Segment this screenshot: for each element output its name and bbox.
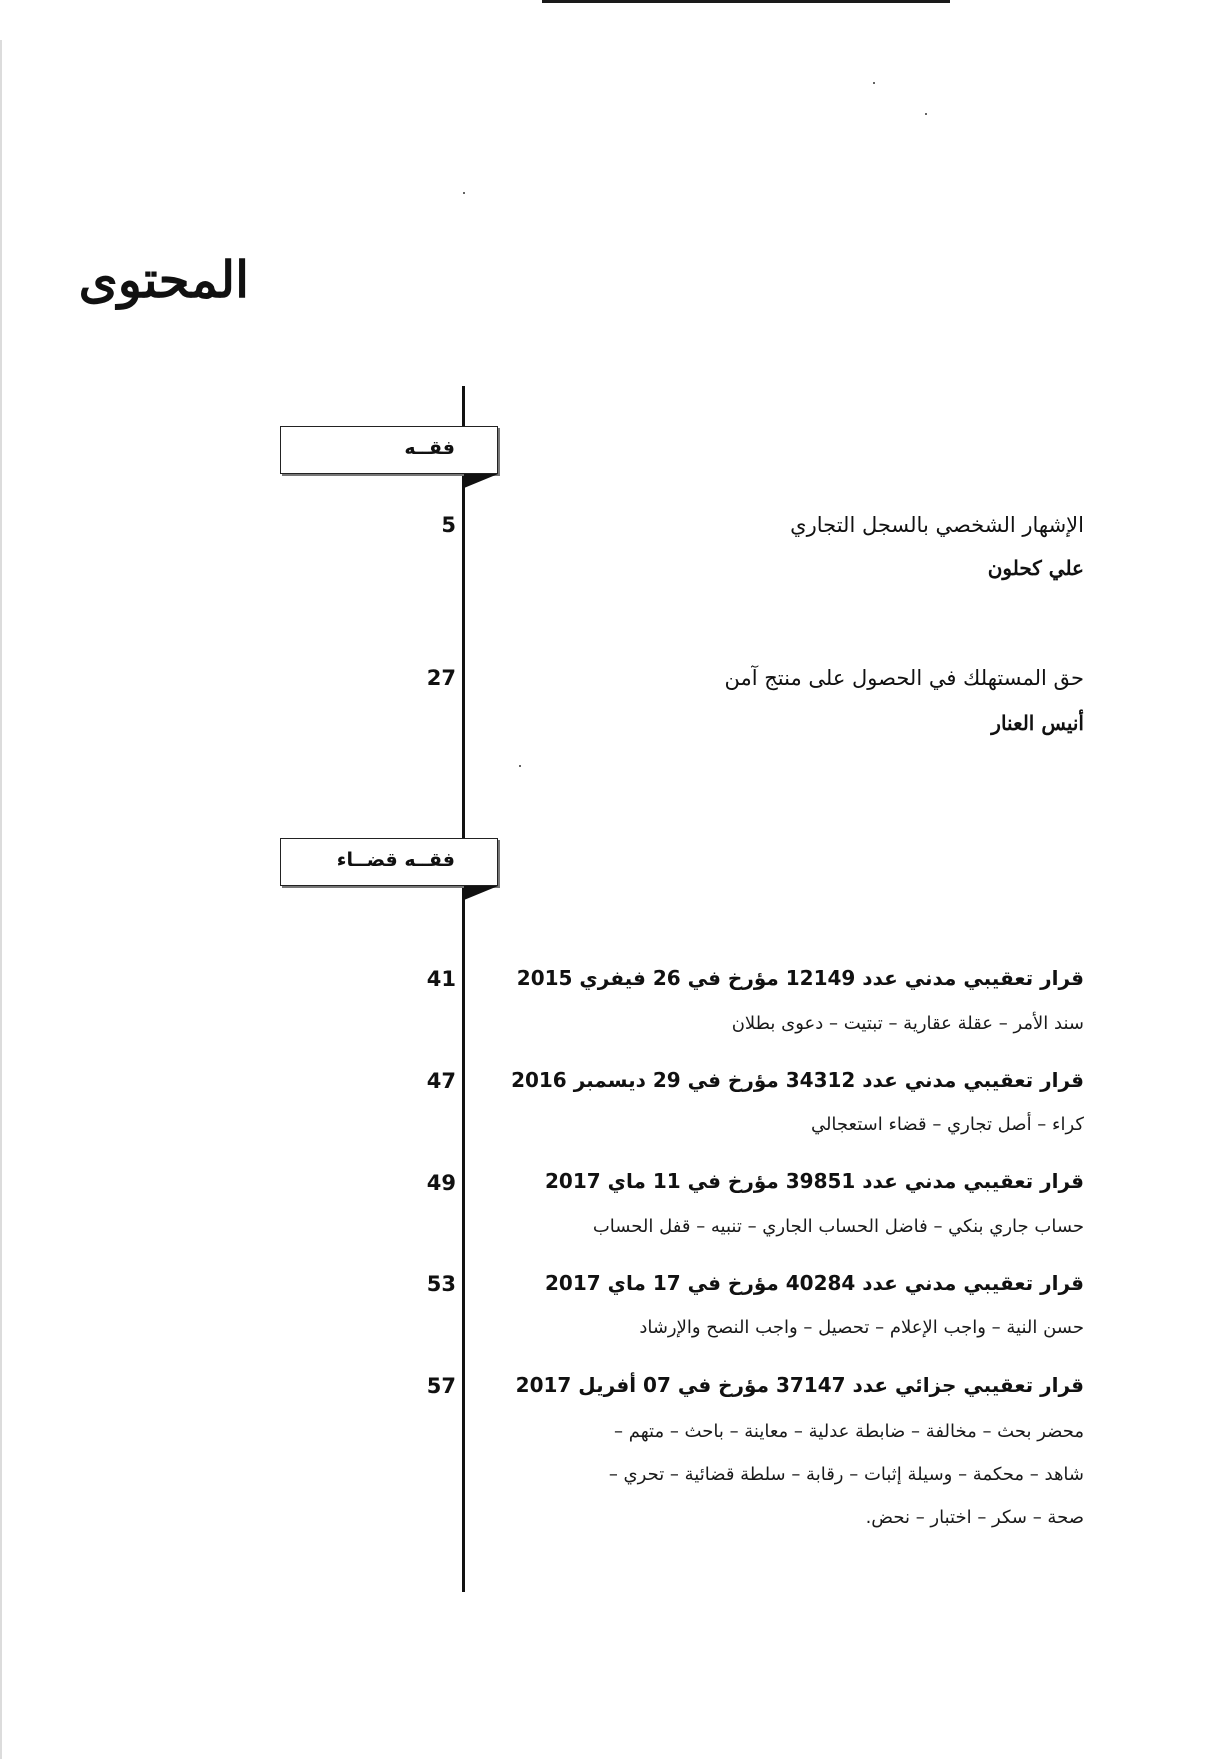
page-number: 41 — [426, 967, 456, 991]
page-number: 47 — [426, 1069, 456, 1093]
scan-speck — [463, 192, 465, 194]
decision-title: قرار تعقيبي مدني عدد 12149 مؤرخ في 26 فيفري 2015 — [516, 966, 1084, 990]
page-number: 53 — [426, 1272, 456, 1296]
page-left-edge — [0, 40, 2, 1759]
article-author: أنيس العنار — [991, 711, 1084, 735]
top-edge-rule — [542, 0, 950, 3]
page-number: 27 — [426, 666, 456, 690]
section-flag-marker — [464, 886, 498, 900]
decision-keywords: محضر بحث – مخالفة – ضابطة عدلية – معاينة – باحث – متهم – — [614, 1421, 1084, 1442]
section-label: فقــه قضــاء — [336, 849, 455, 871]
decision-keywords: حسن النية – واجب الإعلام – تحصيل – واجب النصح والإرشاد — [639, 1317, 1084, 1338]
article-title: الإشهار الشخصي بالسجل التجاري — [790, 513, 1084, 537]
decision-title: قرار تعقيبي مدني عدد 34312 مؤرخ في 29 ديسمبر 2016 — [511, 1068, 1084, 1092]
page-number: 57 — [426, 1374, 456, 1398]
decision-title: قرار تعقيبي مدني عدد 39851 مؤرخ في 11 ماي 2017 — [544, 1169, 1084, 1193]
decision-title: قرار تعقيبي مدني عدد 40284 مؤرخ في 17 ماي 2017 — [544, 1271, 1084, 1295]
decision-keywords: كراء – أصل تجاري – قضاء استعجالي — [810, 1114, 1084, 1135]
decision-keywords: شاهد – محكمة – وسيلة إثبات – رقابة – سلطة قضائية – تحري – — [608, 1464, 1084, 1485]
article-author: علي كحلون — [987, 556, 1084, 580]
section-flag-marker — [464, 474, 498, 488]
scan-speck — [925, 113, 927, 115]
decision-keywords: صحة – سكر – اختبار – نحض. — [865, 1507, 1084, 1528]
scan-speck — [519, 765, 521, 767]
decision-keywords: حساب جاري بنكي – فاضل الحساب الجاري – تنبيه – قفل الحساب — [592, 1216, 1084, 1237]
page-number: 49 — [426, 1171, 456, 1195]
decision-title: قرار تعقيبي جزائي عدد 37147 مؤرخ في 07 أفريل 2017 — [515, 1373, 1084, 1397]
decision-keywords: سند الأمر – عقلة عقارية – تبتيت – دعوى بطلان — [731, 1013, 1084, 1034]
article-title: حق المستهلك في الحصول على منتج آمن — [724, 666, 1084, 690]
section-header-box — [280, 426, 498, 474]
section-header-box — [280, 838, 498, 886]
scan-speck — [873, 82, 875, 84]
page-number: 5 — [441, 513, 456, 537]
page-title: المحتوى — [78, 250, 249, 309]
toc-axis-line — [462, 386, 465, 1592]
section-label: فقــه — [404, 437, 455, 459]
